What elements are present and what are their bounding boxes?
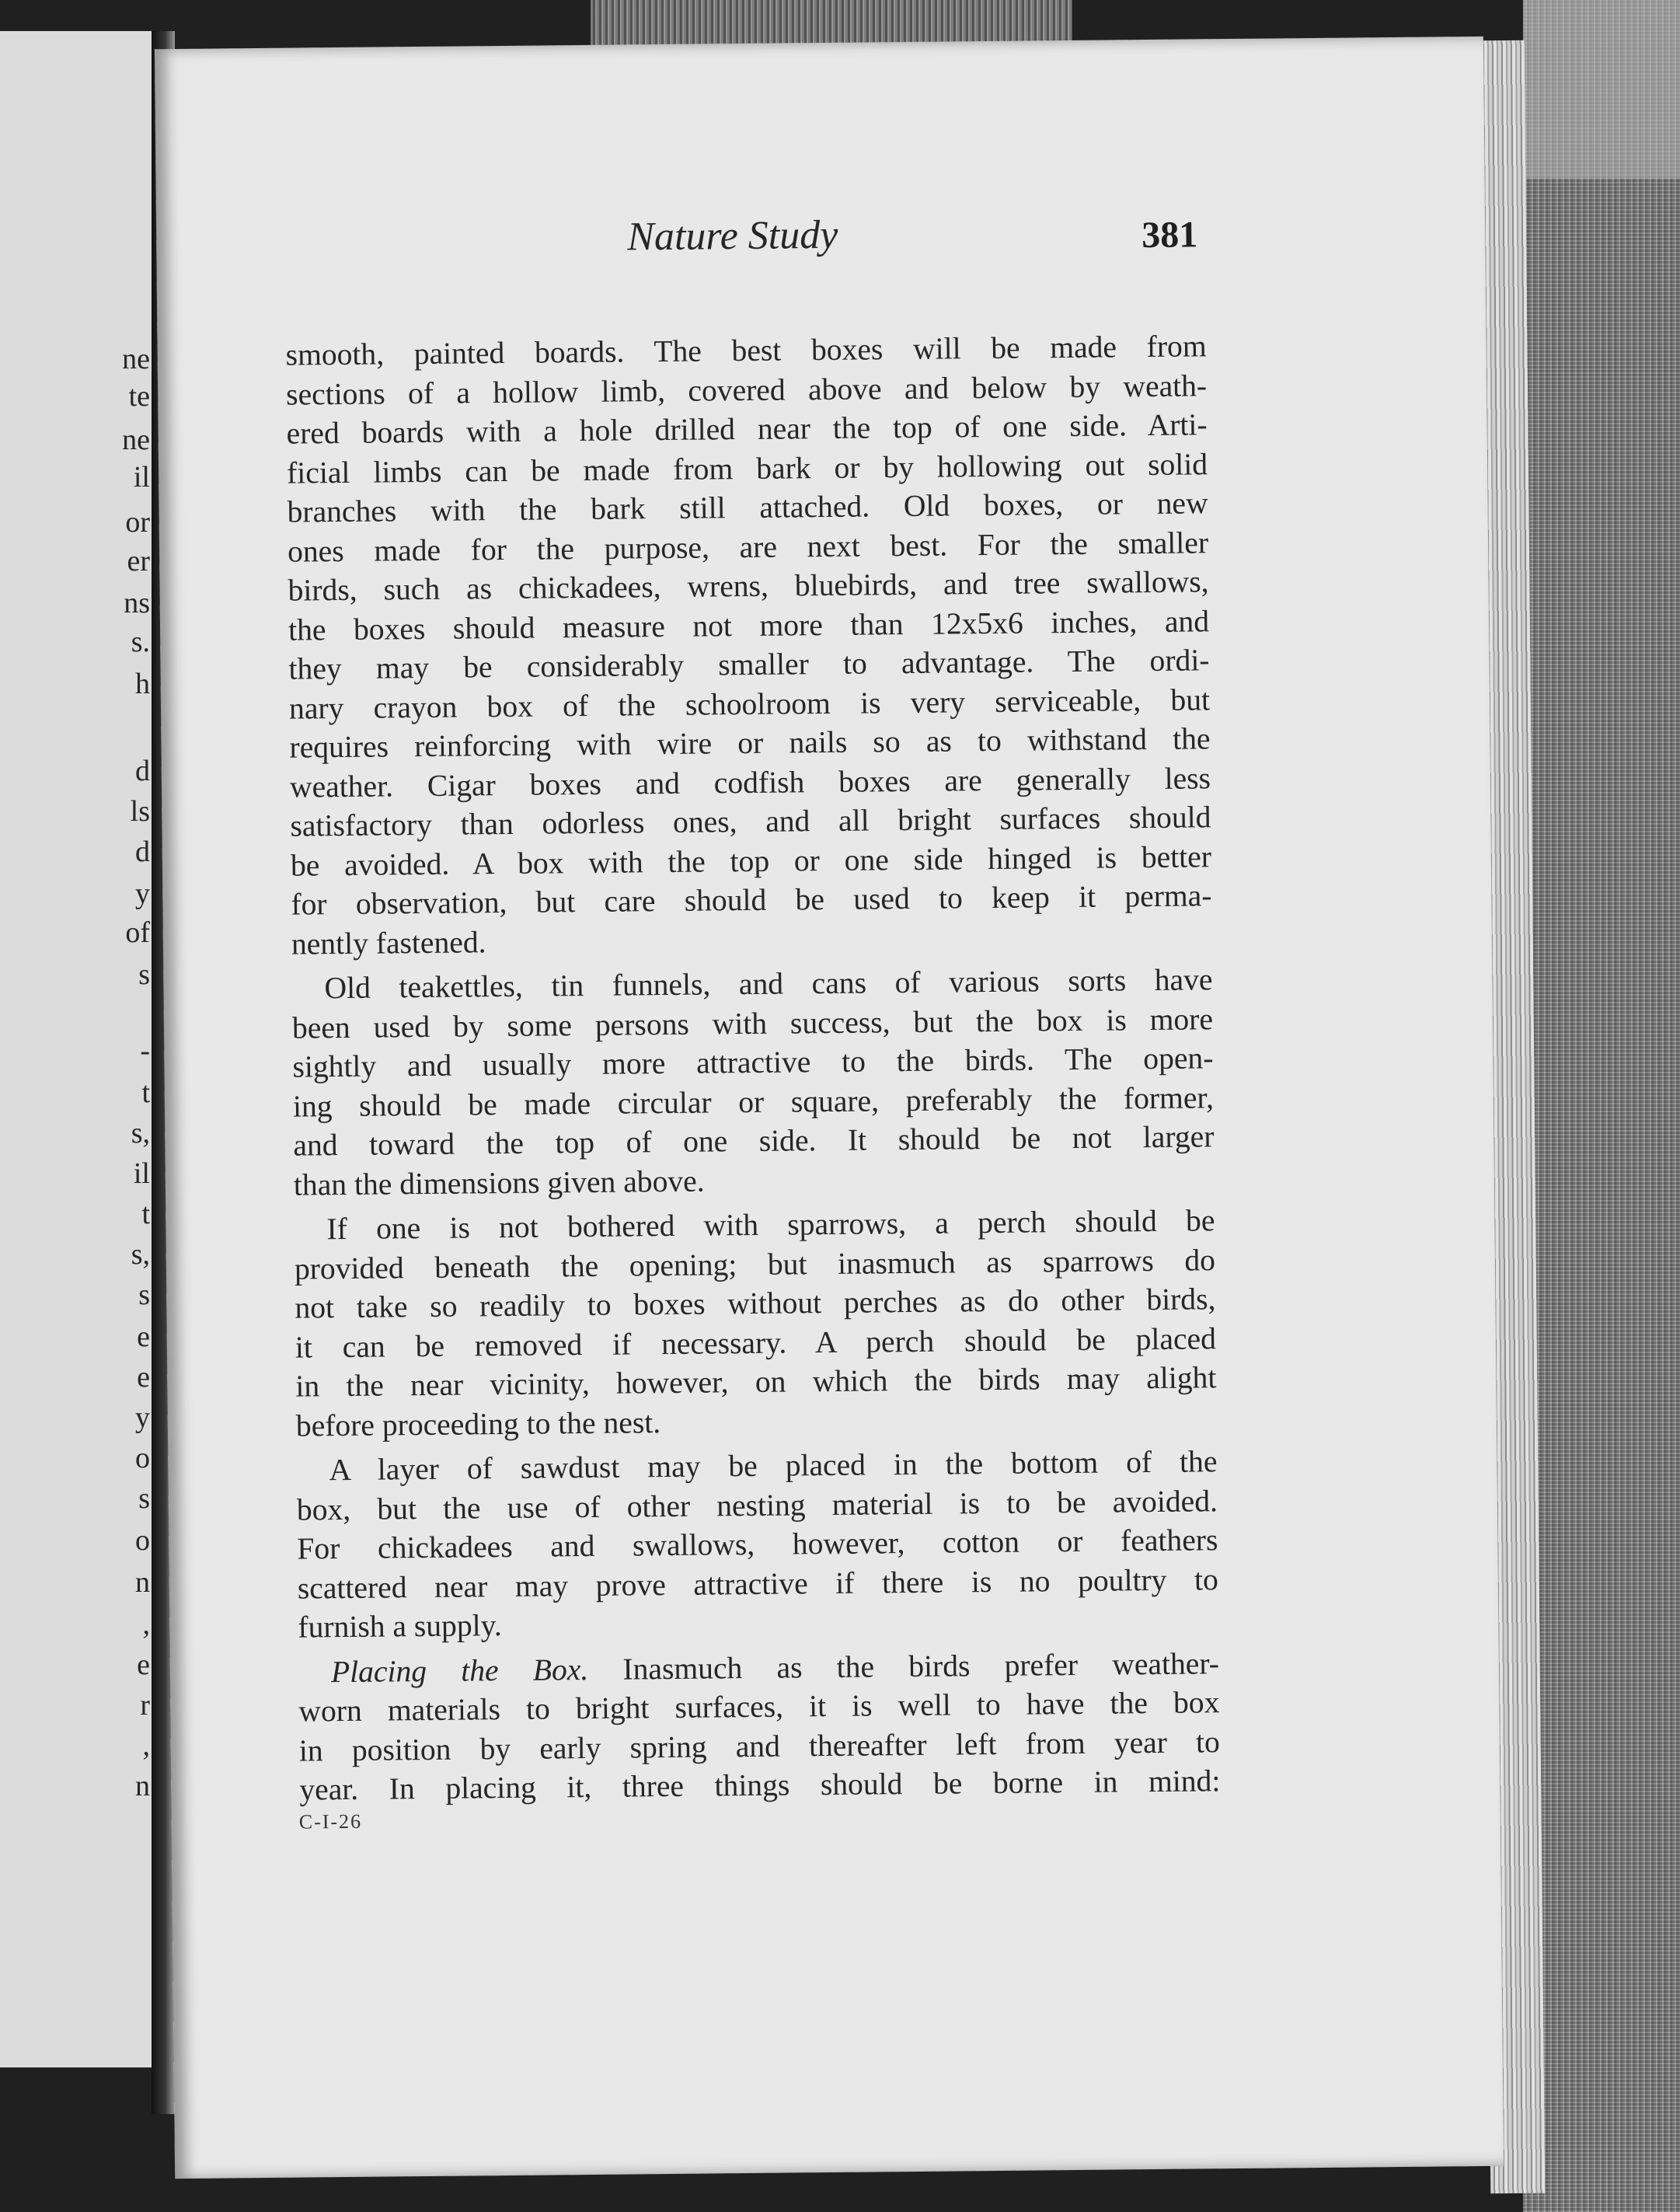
left-page-fragment: ne xyxy=(122,343,150,375)
left-page-fragment: r xyxy=(140,1689,150,1722)
left-page-fragment: or xyxy=(125,506,150,539)
running-title: Nature Study xyxy=(626,212,838,260)
page-number: 381 xyxy=(1141,214,1198,256)
left-page-fragment: te xyxy=(128,380,150,413)
left-page-fragment: , xyxy=(142,1608,150,1641)
left-page-fragment: o xyxy=(135,1442,150,1474)
text-line: worn materials to bright surfaces, it is well to have the box xyxy=(298,1685,1220,1729)
text-line: ficial limbs can be made from bark or by hollowing out solid xyxy=(286,446,1208,490)
text-line: sightly and usually more attractive to the birds. The open- xyxy=(292,1041,1214,1084)
text-line: than the dimensions given above. xyxy=(293,1164,705,1202)
left-page-fragment: n xyxy=(135,1566,150,1599)
left-page-fragment: , xyxy=(142,1729,150,1762)
left-page-fragment: e xyxy=(137,1361,150,1394)
left-page-fragment: e xyxy=(137,1649,150,1681)
cloth-backing-right xyxy=(1523,0,1680,2212)
text-line: ered boards with a hole drilled near the top of one side. Arti- xyxy=(286,407,1208,451)
left-page-fragment: d xyxy=(135,755,150,787)
text-line: box, but the use of other nesting material is to be avoided. xyxy=(296,1483,1218,1527)
text-line: they may be considerably smaller to advantage. The ordi- xyxy=(288,643,1210,686)
left-page-fragment: s xyxy=(138,1482,150,1515)
text-line: not take so readily to boxes without perches as do other birds, xyxy=(295,1282,1216,1325)
left-page-fragment: il xyxy=(133,1157,150,1190)
text-line: year. In placing it, three things should be borne in mind: xyxy=(299,1764,1221,1807)
text-line: ones made for the purpose, are next best. For the smaller xyxy=(287,525,1209,569)
left-page-fragment: ne xyxy=(122,424,150,456)
running-head xyxy=(465,203,1198,272)
text-line: scattered near may prove attractive if there is no poultry to xyxy=(297,1561,1219,1606)
text-line: birds, such as chickadees, wrens, bluebirds, and tree swallows, xyxy=(288,564,1209,608)
left-page-fragment: n xyxy=(135,1770,150,1802)
left-page-fragment: ns xyxy=(124,587,150,619)
text-line: before proceeding to the nest. xyxy=(295,1404,661,1443)
text-line: smooth, painted boards. The best boxes will be made from xyxy=(285,329,1207,372)
paragraph-first-line: If one is not bothered with sparrows, a perch should be xyxy=(326,1203,1215,1247)
paragraph-first-line: Old teakettles, tin funnels, and cans of various sorts have xyxy=(324,962,1213,1006)
text-line: and toward the top of one side. It should be not larger xyxy=(293,1119,1215,1163)
left-page-fragment: y xyxy=(135,877,150,910)
left-page-fragment: s xyxy=(138,1279,150,1311)
left-page-fragment: t xyxy=(141,1198,150,1230)
text-line: weather. Cigar boxes and codfish boxes are generally less xyxy=(289,760,1211,804)
left-page-fragment: o xyxy=(135,1524,150,1557)
text-line: For chickadees and swallows, however, cotton or feathers xyxy=(297,1523,1218,1566)
cloth-backing-highlight xyxy=(1523,0,1680,179)
left-page-fragment: er xyxy=(127,545,150,577)
text-line: furnish a supply. xyxy=(298,1608,502,1645)
left-page-fragment: y xyxy=(135,1401,150,1434)
subhead-continuation: Inasmuch as the birds prefer weather- xyxy=(622,1645,1220,1687)
text-line: for observation, but care should be used to keep it perma- xyxy=(291,878,1212,922)
left-page-fragment: s. xyxy=(131,626,150,658)
text-line: the boxes should measure not more than 12x5x6 inches, and xyxy=(288,603,1210,647)
text-line: be avoided. A box with the top or one side hinged is better xyxy=(290,839,1212,883)
text-line: nary crayon box of the schoolroom is very serviceable, but xyxy=(288,682,1211,726)
text-line: satisfactory than odorless ones, and all bright surfaces should xyxy=(290,800,1211,843)
text-line: requires reinforcing with wire or nails so as to withstand the xyxy=(289,721,1211,765)
left-page-fragment: s, xyxy=(131,1117,150,1150)
signature-mark: C-I-26 xyxy=(298,1809,363,1833)
left-page xyxy=(0,31,156,2067)
left-page-fragment: il xyxy=(133,461,150,494)
left-page-fragment: s, xyxy=(131,1238,150,1271)
text-line: branches with the bark still attached. Old boxes, or new xyxy=(287,486,1208,529)
text-line: provided beneath the opening; but inasmuch as sparrows do xyxy=(294,1242,1216,1286)
text-line: been used by some persons with success, but the box is more xyxy=(291,1001,1214,1045)
text-line: ing should be made circular or square, preferably the former, xyxy=(292,1080,1215,1124)
paragraph-first-line: A layer of sawdust may be placed in the bottom of the xyxy=(329,1444,1218,1488)
text-line: in position by early spring and thereafter left from year to xyxy=(298,1724,1221,1768)
text-line: sections of a hollow limb, covered above and below by weath- xyxy=(285,368,1208,412)
section-subhead: Placing the Box. xyxy=(330,1652,589,1689)
text-line: in the near vicinity, however, on which the birds may alight xyxy=(295,1360,1217,1404)
text-line: it can be removed if necessary. A perch should be placed xyxy=(295,1321,1217,1365)
left-page-fragment: - xyxy=(140,1034,150,1067)
left-page-fragment: ls xyxy=(130,795,150,828)
left-page-fragment: h xyxy=(135,668,150,700)
left-page-fragment: of xyxy=(125,916,150,949)
left-page-fragment: e xyxy=(137,1321,150,1353)
left-page-fragment: t xyxy=(141,1076,150,1109)
body-text xyxy=(285,326,1220,1809)
left-page-fragment: s xyxy=(138,958,150,991)
left-page-fragment: d xyxy=(135,836,150,868)
text-line: nently fastened. xyxy=(291,924,486,961)
book-page xyxy=(155,37,1504,2179)
